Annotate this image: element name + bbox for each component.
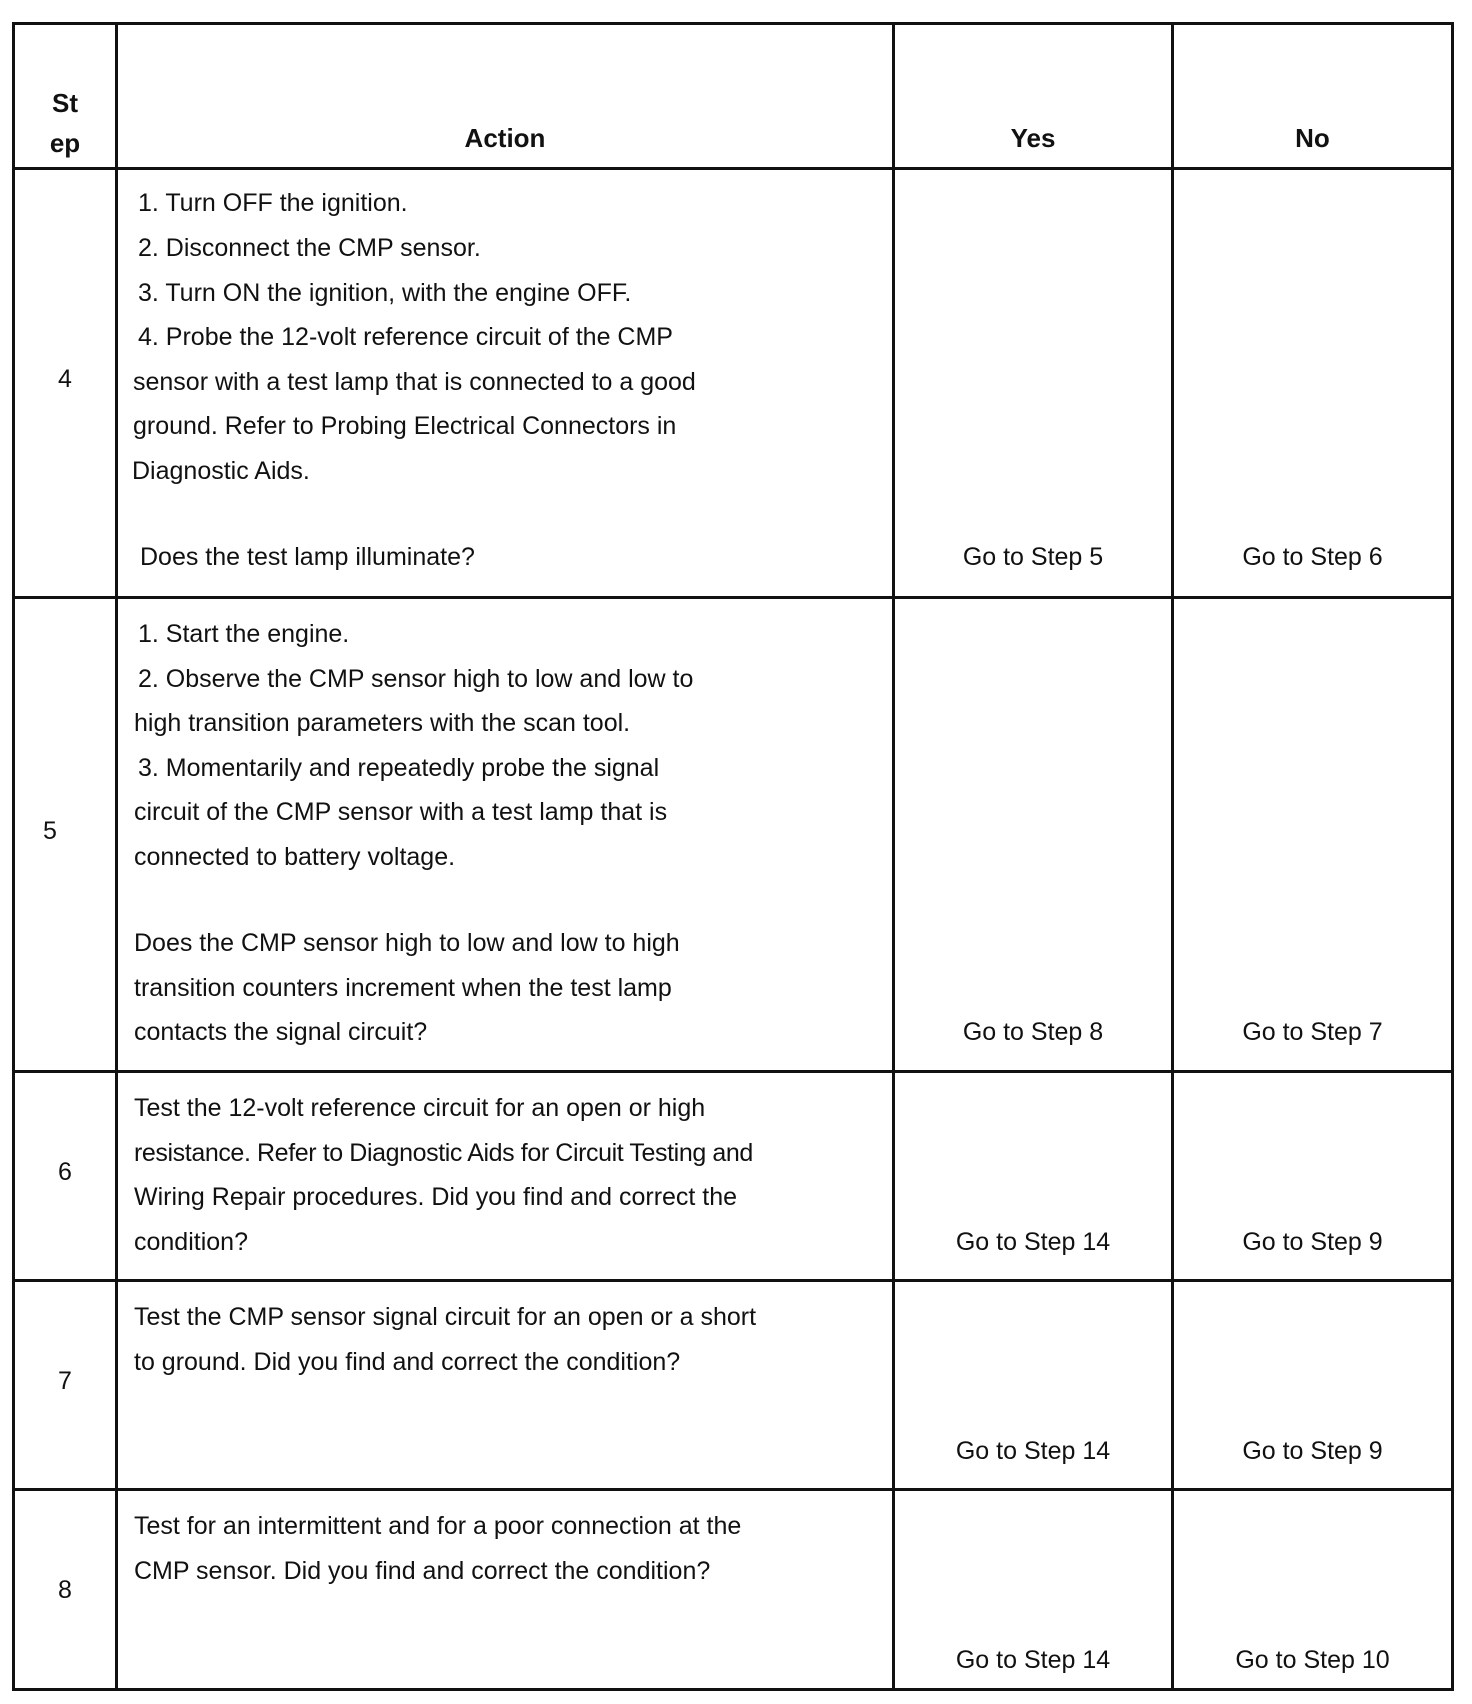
step-number: 8 bbox=[58, 1576, 72, 1604]
yes-goto: Go to Step 14 bbox=[955, 1437, 1111, 1465]
action-line: Wiring Repair procedures. Did you find and correct the bbox=[134, 1183, 738, 1211]
action-line: 2. Disconnect the CMP sensor. bbox=[138, 234, 481, 262]
header-step-cell bbox=[12, 25, 115, 167]
action-line: 3. Turn ON the ignition, with the engine OFF. bbox=[138, 279, 632, 307]
action-line: 1. Start the engine. bbox=[138, 620, 350, 648]
action-cell bbox=[115, 170, 892, 596]
action-cell bbox=[115, 599, 892, 1070]
action-line: Test the 12-volt reference circuit for an open or high bbox=[134, 1094, 706, 1122]
yes-cell bbox=[892, 170, 1171, 596]
no-goto: Go to Step 10 bbox=[1235, 1646, 1390, 1674]
table-row bbox=[12, 1070, 1454, 1279]
yes-goto: Go to Step 8 bbox=[962, 1018, 1104, 1046]
header-step-line1: St bbox=[52, 88, 78, 118]
step-number: 6 bbox=[58, 1158, 72, 1186]
header-yes: Yes bbox=[1010, 123, 1056, 153]
action-line: 3. Momentarily and repeatedly probe the signal bbox=[138, 754, 660, 782]
action-line: circuit of the CMP sensor with a test lamp that is bbox=[134, 798, 668, 826]
action-line: CMP sensor. Did you find and correct the condition? bbox=[134, 1557, 711, 1585]
yes-cell bbox=[892, 599, 1171, 1070]
action-cell bbox=[115, 1491, 892, 1688]
action-cell bbox=[115, 1282, 892, 1488]
action-line: Test for an intermittent and for a poor connection at the bbox=[134, 1512, 742, 1540]
diagnostic-table bbox=[12, 22, 1454, 1691]
action-question-line: Does the CMP sensor high to low and low to high bbox=[134, 929, 680, 957]
action-line: ground. Refer to Probing Electrical Connectors in bbox=[133, 412, 677, 440]
table-row bbox=[12, 167, 1454, 596]
yes-cell bbox=[892, 1491, 1171, 1688]
header-step-line2: ep bbox=[49, 128, 81, 158]
action-question: Does the test lamp illuminate? bbox=[140, 543, 475, 571]
header-step bbox=[15, 83, 115, 163]
action-question-line: transition counters increment when the test lamp bbox=[134, 974, 672, 1002]
action-question-line: contacts the signal circuit? bbox=[134, 1018, 428, 1046]
no-cell bbox=[1171, 170, 1454, 596]
step-number: 4 bbox=[58, 365, 72, 393]
no-cell bbox=[1171, 599, 1454, 1070]
yes-goto: Go to Step 14 bbox=[955, 1646, 1111, 1674]
header-no-cell bbox=[1171, 25, 1454, 167]
step-cell bbox=[12, 1073, 115, 1279]
no-goto: Go to Step 9 bbox=[1242, 1228, 1383, 1256]
no-goto: Go to Step 7 bbox=[1242, 1018, 1383, 1046]
yes-goto: Go to Step 14 bbox=[955, 1228, 1111, 1256]
action-line: condition? bbox=[134, 1228, 248, 1256]
action-line: connected to battery voltage. bbox=[134, 843, 456, 871]
step-cell bbox=[12, 1491, 115, 1688]
no-goto: Go to Step 9 bbox=[1242, 1437, 1383, 1465]
no-goto: Go to Step 6 bbox=[1242, 543, 1383, 571]
header-no: No bbox=[1295, 123, 1330, 153]
step-cell bbox=[12, 170, 115, 596]
no-cell bbox=[1171, 1491, 1454, 1688]
action-line: to ground. Did you find and correct the condition? bbox=[134, 1348, 681, 1376]
table-header-row bbox=[12, 22, 1454, 167]
no-cell bbox=[1171, 1073, 1454, 1279]
action-line: 2. Observe the CMP sensor high to low and low to bbox=[138, 665, 694, 693]
action-line: sensor with a test lamp that is connected to a good bbox=[133, 368, 696, 396]
action-cell bbox=[115, 1073, 892, 1279]
action-line: Diagnostic Aids. bbox=[132, 457, 310, 485]
step-number: 7 bbox=[58, 1367, 72, 1395]
step-cell bbox=[12, 599, 115, 1070]
step-cell bbox=[12, 1282, 115, 1488]
action-line: high transition parameters with the scan tool. bbox=[134, 709, 631, 737]
header-yes-cell bbox=[892, 25, 1171, 167]
action-line: resistance. Refer to Diagnostic Aids for Circuit Testing and bbox=[134, 1139, 753, 1167]
action-line: Test the CMP sensor signal circuit for an open or a short bbox=[134, 1303, 757, 1331]
header-action-cell bbox=[115, 25, 892, 167]
yes-cell bbox=[892, 1073, 1171, 1279]
table-row bbox=[12, 1488, 1454, 1691]
table-row bbox=[12, 596, 1454, 1070]
table-row bbox=[12, 1279, 1454, 1488]
action-line: 4. Probe the 12-volt reference circuit of the CMP bbox=[138, 323, 673, 351]
yes-cell bbox=[892, 1282, 1171, 1488]
step-number: 5 bbox=[43, 817, 57, 845]
yes-goto: Go to Step 5 bbox=[962, 543, 1104, 571]
action-line: 1. Turn OFF the ignition. bbox=[138, 189, 408, 217]
no-cell bbox=[1171, 1282, 1454, 1488]
header-action: Action bbox=[464, 123, 546, 153]
